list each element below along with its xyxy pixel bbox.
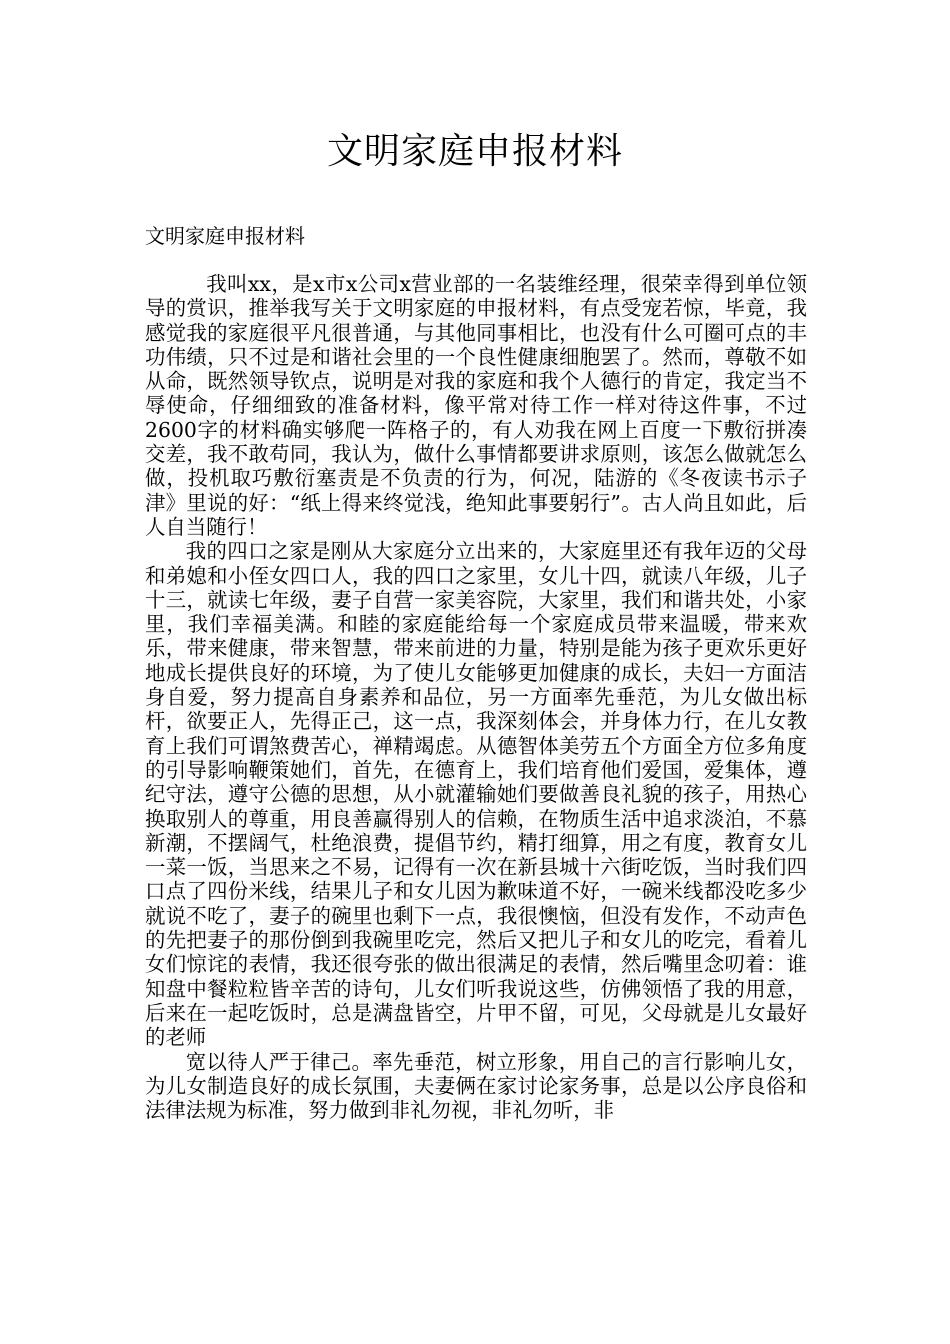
document-body [145, 272, 807, 1122]
body-paragraph: 宽以待人严于律己。率先垂范，树立形象，用自己的言行影响儿女，为儿女制造良好的成长氛围，夫妻俩在家讨论家务事，总是以公序良俗和法律法规为标准，努力做到非礼勿视，非礼勿听，非 [145, 1049, 807, 1123]
document-subtitle: 文明家庭申报材料 [145, 224, 305, 248]
body-paragraph: 我的四口之家是刚从大家庭分立出来的，大家庭里还有我年迈的父母和弟媳和小侄女四口人，我的四口之家里，女儿十四，就读八年级，儿子十三，就读七年级，妻子自营一家美容院，大家里，我们和谐共处，小家里，我们幸福美满。和睦的家庭能给每一个家庭成员带来温暖，带来欢乐，带来健康，带来智慧，带来前进的力量，特别是能为孩子更欢乐更好地成长提供良好的环境，为了使儿女能够更加健康的成长，夫妇一方面洁身自爱，努力提高自身素养和品位，另一方面率先垂范，为儿女做出标杆，欲要正人，先得正己，这一点，我深刻体会，并身体力行，在儿女教育上我们可谓煞费苦心，禅精竭虑。从德智体美劳五个方面全方位多角度的引导影响鞭策她们，首先，在德育上，我们培育他们爱国，爱集体，遵纪守法，遵守公德的思想，从小就灌输她们要做善良礼貌的孩子，用热心换取别人的尊重，用良善赢得别人的信赖，在物质生活中追求淡泊，不慕新潮，不摆阔气，杜绝浪费，提倡节约，精打细算，用之有度，教育女儿一菜一饭，当思来之不易，记得有一次在新县城十六街吃饭，当时我们四口点了四份米线，结果儿子和女儿因为歉味道不好，一碗米线都没吃多少就说不吃了，妻子的碗里也剩下一点，我很懊恼，但没有发作，不动声色的先把妻子的那份倒到我碗里吃完，然后又把儿子和女儿的吃完，看着儿女们惊诧的表情，我还很夸张的做出很满足的表情，然后嘴里念叨着：谁知盘中餐粒粒皆辛苦的诗句，儿女们听我说这些，仿佛领悟了我的用意，后来在一起吃饭时，总是满盘皆空，片甲不留，可见，父母就是儿女最好的老师 [145, 539, 807, 1050]
document-title: 文明家庭申报材料 [326, 131, 623, 172]
body-paragraph: 我叫xx，是x市x公司x营业部的一名装维经理，很荣幸得到单位领导的赏识，推举我写关于文明家庭的申报材料，有点受宠若惊，毕竟，我感觉我的家庭很平凡很普通，与其他同事相比，也没有什么可圈可点的丰功伟绩，只不过是和谐社会里的一个良性健康细胞罢了。然而，尊敬不如从命，既然领导钦点，说明是对我的家庭和我个人德行的肯定，我定当不辱使命，仔细细致的准备材料，像平常对待工作一样对待这件事，不过2600字的材料确实够爬一阵格子的，有人劝我在网上百度一下敷衍拼凑交差，我不敢苟同，我认为，做什么事情都要讲求原则，该怎么做就怎么做，投机取巧敷衍塞责是不负责的行为，何况，陆游的《冬夜读书示子津》里说的好：“纸上得来终觉浅，绝知此事要躬行”。古人尚且如此，后人自当随行！ [145, 272, 807, 539]
